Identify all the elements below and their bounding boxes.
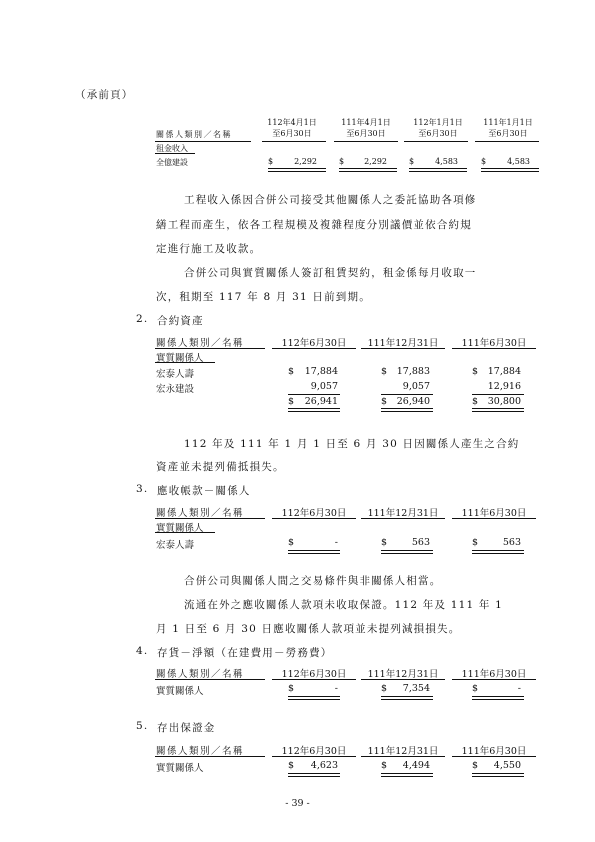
table-header-rule <box>272 756 356 757</box>
table-col-header: 111年12月31日 <box>367 338 439 349</box>
rent-row-name: 全億建設 <box>156 158 188 167</box>
table-header-rule <box>361 518 445 519</box>
table-value: - <box>334 683 338 694</box>
table-header-rule <box>272 679 356 680</box>
paragraph-line: 合併公司與實質關係人簽訂租賃契約，租金係每月收取一 <box>184 267 477 279</box>
rent-section-label: 租金收入 <box>156 144 188 153</box>
rent-value-3: 4,583 <box>435 157 458 166</box>
table-value: 9,057 <box>310 381 338 392</box>
table-name-header: 關係人類別／名稱 <box>156 669 245 680</box>
dollar-sign: $ <box>288 683 295 694</box>
table-name-header: 關係人類別／名稱 <box>156 746 245 757</box>
rent-value-4: 4,583 <box>507 157 530 166</box>
total-rule <box>472 696 524 700</box>
table-col-header: 111年6月30日 <box>461 746 527 757</box>
rent-header-rule <box>475 141 539 142</box>
dollar-sign: $ <box>472 396 479 407</box>
dollar-sign: $ <box>381 537 388 548</box>
table-section-label: 實質關係人 <box>156 523 204 534</box>
paragraph-line: 資產並未提列備抵損失。 <box>156 461 285 473</box>
total-rule <box>472 550 524 554</box>
table-header-rule <box>452 756 536 757</box>
paragraph-line: 工程收入係因合併公司接受其他關係人之委託協助各項修 <box>184 194 477 206</box>
rent-dollar-2: $ <box>339 157 345 166</box>
table-header-rule <box>272 518 356 519</box>
table-value: 9,057 <box>402 381 430 392</box>
table-value: 17,883 <box>396 366 430 377</box>
rent-header-rule <box>262 141 326 142</box>
table-header-rule <box>155 756 265 757</box>
rent-value-2: 2,292 <box>364 157 387 166</box>
page-number: - 39 - <box>285 798 310 809</box>
dollar-sign: $ <box>288 537 295 548</box>
subtotal-rule <box>381 394 433 395</box>
dollar-sign: $ <box>288 396 295 407</box>
table-value: 17,884 <box>487 366 521 377</box>
rent-dollar-1: $ <box>268 157 274 166</box>
total-rule <box>381 550 433 554</box>
total-rule <box>472 773 524 777</box>
table-col-header: 111年6月30日 <box>461 338 527 349</box>
dollar-sign: $ <box>472 683 479 694</box>
table-header-rule <box>452 348 536 349</box>
table-name-header: 關係人類別／名稱 <box>156 508 245 519</box>
rent-header-rule <box>334 141 398 142</box>
dollar-sign: $ <box>381 396 388 407</box>
table-col-header: 112年6月30日 <box>281 508 347 519</box>
dollar-sign: $ <box>381 366 388 377</box>
table-value: 4,550 <box>493 760 521 771</box>
total-rule <box>288 408 340 412</box>
subtotal-rule <box>288 394 340 395</box>
table-row-name: 宏永建設 <box>156 384 195 395</box>
rent-total-rule <box>268 168 326 172</box>
section-title: 存貨－淨額（在建費用－勞務費） <box>157 647 333 659</box>
dollar-sign: $ <box>381 760 388 771</box>
table-header-rule <box>155 518 265 519</box>
table-col-header: 111年6月30日 <box>461 508 527 519</box>
rent-dollar-3: $ <box>409 157 415 166</box>
table-total: 26,941 <box>304 396 338 407</box>
subtotal-rule <box>472 394 524 395</box>
table-header-rule <box>452 518 536 519</box>
table-value: 12,916 <box>487 381 521 392</box>
table-col-header: 111年6月30日 <box>461 669 527 680</box>
table-total: 26,940 <box>396 396 430 407</box>
table-header-rule <box>452 679 536 680</box>
table-col-header: 112年6月30日 <box>281 338 347 349</box>
table-header-rule <box>155 348 265 349</box>
table-row-name: 宏泰人壽 <box>156 540 195 551</box>
table-value: 563 <box>502 537 521 548</box>
table-value: 4,494 <box>402 760 430 771</box>
total-rule <box>381 408 433 412</box>
dollar-sign: $ <box>472 537 479 548</box>
paragraph-line: 次，租期至 117 年 8 月 31 日前到期。 <box>156 291 371 303</box>
dollar-sign: $ <box>381 683 388 694</box>
rent-header-rule <box>155 141 251 142</box>
section-title: 存出保證金 <box>157 722 216 734</box>
dollar-sign: $ <box>288 760 295 771</box>
table-col-header: 112年6月30日 <box>281 746 347 757</box>
total-rule <box>288 696 340 700</box>
section-number: 5. <box>136 720 149 732</box>
paragraph-line: 繕工程而產生，依各工程規模及複雜程度分別議價並依合約規 <box>156 219 472 231</box>
paragraph-line: 流通在外之應收關係人款項未收取保證。112 年及 111 年 1 <box>184 599 504 611</box>
rent-col1-header: 112年4月1日 至6月30日 <box>267 118 317 138</box>
table-value: 17,884 <box>304 366 338 377</box>
table-value: - <box>517 683 521 694</box>
section-number: 2. <box>136 313 149 325</box>
paragraph-line: 定進行施工及收款。 <box>156 243 262 255</box>
total-rule <box>472 408 524 412</box>
rent-value-1: 2,292 <box>294 157 317 166</box>
table-col-header: 111年12月31日 <box>367 669 439 680</box>
rent-header-rule <box>404 141 468 142</box>
table-total: 30,800 <box>487 396 521 407</box>
rent-col2-header: 111年4月1日 至6月30日 <box>341 118 391 138</box>
section-title: 應收帳款－關係人 <box>157 485 251 497</box>
rent-col3-header: 112年1月1日 至6月30日 <box>413 118 463 138</box>
section-number: 3. <box>136 483 149 495</box>
rent-total-rule <box>409 168 467 172</box>
total-rule <box>381 696 433 700</box>
total-rule <box>288 773 340 777</box>
dollar-sign: $ <box>472 366 479 377</box>
table-section-label: 實質關係人 <box>156 353 204 364</box>
table-header-rule <box>272 348 356 349</box>
paragraph-line: 112 年及 111 年 1 月 1 日至 6 月 30 日因關係人產生之合約 <box>184 438 520 450</box>
rent-total-rule <box>481 168 539 172</box>
table-header-rule <box>361 679 445 680</box>
table-col-header: 111年12月31日 <box>367 746 439 757</box>
table-header-rule <box>155 679 265 680</box>
section-rule <box>155 362 215 363</box>
table-value: 4,623 <box>310 760 338 771</box>
table-value: - <box>334 537 338 548</box>
rent-name-header: 關係人類別／名稱 <box>156 130 232 139</box>
table-row-name: 實質關係人 <box>156 686 204 697</box>
total-rule <box>381 773 433 777</box>
section-title: 合約資產 <box>157 315 204 327</box>
rent-col4-header: 111年1月1日 至6月30日 <box>483 118 533 138</box>
table-value: 7,354 <box>402 683 430 694</box>
dollar-sign: $ <box>472 760 479 771</box>
table-row-name: 宏泰人壽 <box>156 369 195 380</box>
paragraph-line: 合併公司與關係人間之交易條件與非關係人相當。 <box>184 575 442 587</box>
table-value: 563 <box>411 537 430 548</box>
table-header-rule <box>361 756 445 757</box>
paragraph-line: 月 1 日至 6 月 30 日應收關係人款項並未提列減損損失。 <box>156 623 461 635</box>
table-col-header: 112年6月30日 <box>281 669 347 680</box>
rent-total-rule <box>339 168 397 172</box>
total-rule <box>288 550 340 554</box>
table-col-header: 111年12月31日 <box>367 508 439 519</box>
continued-note: （承前頁） <box>75 89 134 101</box>
table-name-header: 關係人類別／名稱 <box>156 338 245 349</box>
section-rule <box>155 532 215 533</box>
rent-dollar-4: $ <box>481 157 487 166</box>
dollar-sign: $ <box>288 366 295 377</box>
table-row-name: 實質關係人 <box>156 763 204 774</box>
table-header-rule <box>361 348 445 349</box>
section-number: 4. <box>136 645 149 657</box>
rent-section-rule <box>155 153 195 154</box>
